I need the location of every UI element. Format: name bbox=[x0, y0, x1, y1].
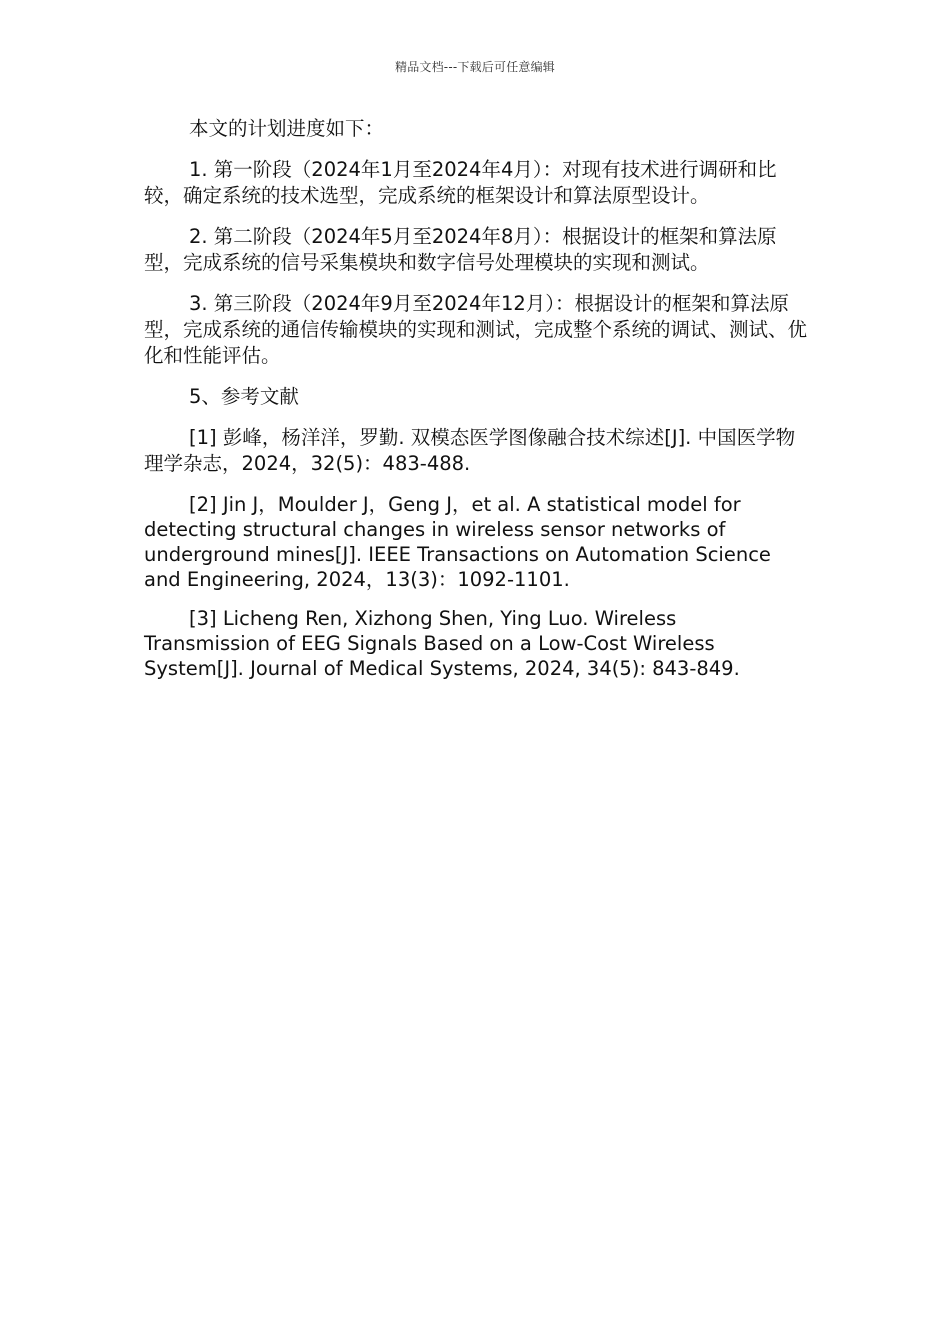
page-header: 精品文档---下载后可任意编辑 bbox=[395, 60, 555, 74]
reference-3: [3] Licheng Ren, Xizhong Shen, Ying Luo. Wireless Transmission of EEG Signals Based on a Low-Cost Wireless System[J]. Journal of Medical Systems, 2024, 34(5): 843-849. bbox=[144, 607, 740, 680]
document-body bbox=[144, 116, 808, 695]
reference-2: [2] Jin J，Moulder J，Geng J，et al. A statistical model for detecting structural changes in wireless sensor networks of underground mines[J]. IEEE Transactions on Automation Science and Engineering, 2024，13(3)：1092-1101. bbox=[144, 493, 771, 591]
references-heading: 5、参考文献 bbox=[189, 385, 299, 408]
stage-2-paragraph: 2. 第二阶段（2024年5月至2024年8月）：根据设计的框架和算法原型，完成系统的信号采集模块和数字信号处理模块的实现和测试。 bbox=[144, 225, 777, 274]
intro-paragraph: 本文的计划进度如下： bbox=[189, 117, 385, 140]
stage-1-paragraph: 1. 第一阶段（2024年1月至2024年4月）：对现有技术进行调研和比较，确定系统的技术选型，完成系统的框架设计和算法原型设计。 bbox=[144, 158, 777, 207]
stage-3-paragraph: 3. 第三阶段（2024年9月至2024年12月）：根据设计的框架和算法原型，完成系统的通信传输模块的实现和测试，完成整个系统的调试、测试、优化和性能评估。 bbox=[144, 292, 808, 367]
reference-1: [1] 彭峰，杨洋洋，罗勤. 双模态医学图像融合技术综述[J]. 中国医学物理学杂志，2024，32(5)：483-488. bbox=[144, 426, 796, 475]
